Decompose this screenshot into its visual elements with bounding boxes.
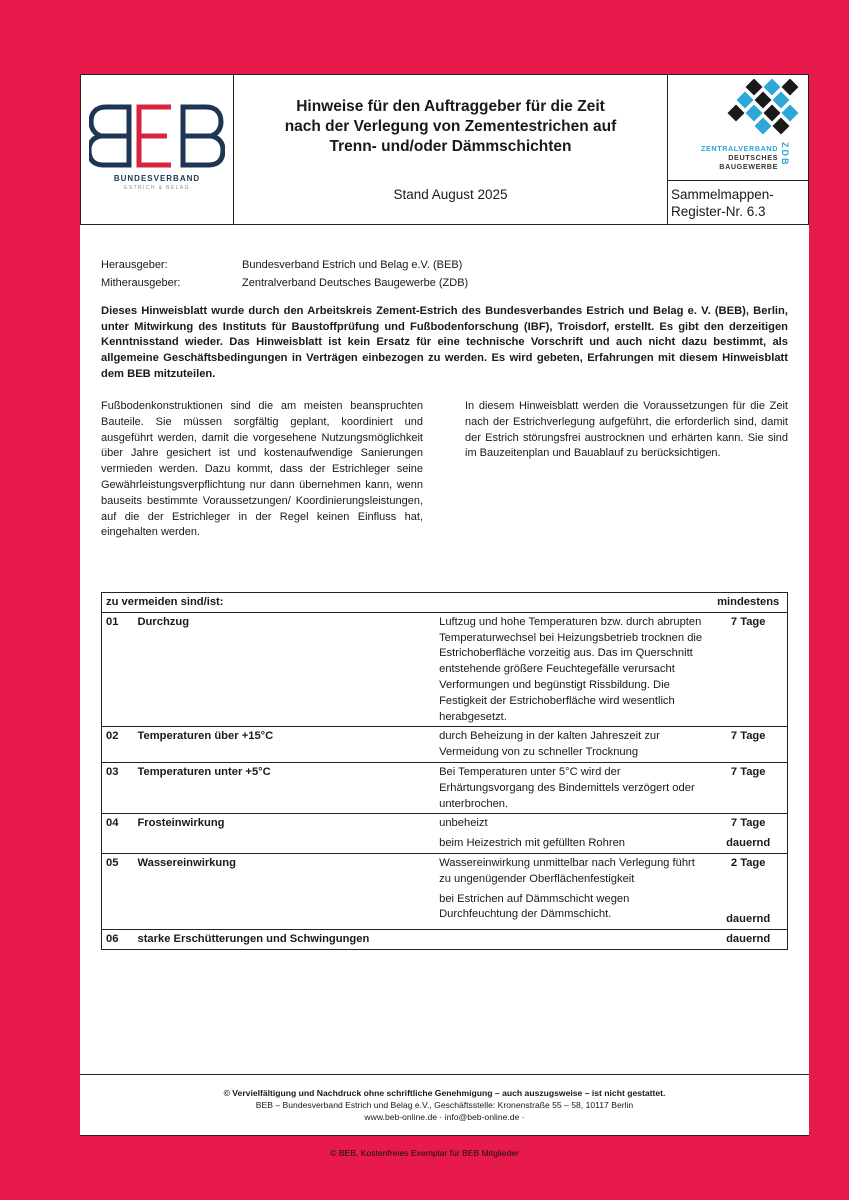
co-publisher-value: Zentralverband Deutsches Baugewerbe (ZDB) [242,277,469,289]
row-duration [709,814,787,854]
co-publisher-label: Mitherausgeber: [101,277,181,289]
register-line: Sammelmappen- [671,187,774,202]
row-number: 02 [102,727,134,763]
row-duration [709,853,787,929]
table-row [102,762,788,813]
document-sheet [80,74,809,1136]
table-row [102,727,788,763]
row-duration: 7 Tage [709,762,787,813]
beb-logo-subtitle: ESTRICH & BELAG [124,185,190,191]
body-left-paragraph: Fußbodenkonstruktionen sind die am meisten beanspruchten Bauteile. Sie müssen sorgfältig geplant, koordiniert und ausgeführt werden, damit die vorgesehene Nutzungsmöglichkeit über Jahre gesichert ist und kostenaufwendige Sanierungen vermieden werden. Dazu kommt, dass der Estrichleger seine Gewährleistungsverpflichtung nur dann übernehmen kann, wenn bauseits bestimmte Voraussetzungen/ Koordinierungsleistungen, auf die der Estrichleger in der Regel keinen Einfluss hat, eingehalten werden. [101,400,423,539]
member-copy-note: © BEB, Kostenfreies Exemplar für BEB Mitglieder [330,1148,519,1158]
row-number: 05 [102,853,134,929]
row-description-part: Wassereinwirkung unmittelbar nach Verlegung führt zu ungenügender Oberflächenfestigkeit [439,856,695,885]
row-number: 06 [102,929,134,949]
avoid-table [101,592,788,950]
register-line: Register-Nr. 6.3 [671,204,766,219]
row-duration-part: dauernd [726,837,771,850]
row-duration: 7 Tage [709,727,787,763]
title-line: Trenn- und/oder Dämmschichten [329,138,572,155]
zdb-cell [668,75,808,224]
table-header-right: mindestens [709,593,787,613]
table-header-row [102,593,788,613]
beb-logo-name: BUNDESVERBAND [113,174,201,183]
row-duration: 7 Tage [709,612,787,727]
row-description: Luftzug und hohe Temperaturen bzw. durch abrupten Temperaturwechsel bei Heizungsbetrieb trocknen die Estrichoberfläche vorzeitig aus. Das im Querschnitt entstehende größere Feuchtegefälle verursacht Verformungen und begünstigt Rissbildung. Die Festigkeit der Estrichoberfläche wird wesentlich herabgesetzt. [435,612,709,727]
row-name: Durchzug [133,612,435,727]
beb-logo-cell [81,75,234,224]
row-name: Temperaturen unter +5°C [133,762,435,813]
zdb-name [673,144,778,171]
zdb-abbreviation: ZDB [780,142,790,167]
beb-logo-graphic [89,103,225,169]
publisher-label: Herausgeber: [101,259,168,271]
document-title [240,97,661,157]
row-description-part: unbeheizt [439,817,488,830]
row-description-part: bei Estrichen auf Dämmschicht wegen Durchfeuchtung der Dämmschicht. [439,892,630,921]
row-number: 03 [102,762,134,813]
table-row [102,612,788,727]
row-description [435,853,709,929]
row-description-part: beim Heizestrich mit gefüllten Rohren [439,837,626,850]
row-duration-part: dauernd [726,912,771,925]
register-number [668,180,808,224]
header-box [80,74,809,225]
row-name: Wassereinwirkung [133,853,435,929]
footer [80,1074,809,1136]
row-number: 04 [102,814,134,854]
intro-paragraph: Dieses Hinweisblatt wurde durch den Arbeitskreis Zement-Estrich des Bundesverbandes Estrich und Belag e. V. (BEB), Berlin, unter Mitwirkung des Instituts für Baustoffprüfung und Fußbodenforschung (IBF), Troisdorf, erstellt. Es gibt den derzeitigen Kenntnisstand wieder. Das Hinweisblatt ist kein Ersatz für eine technische Vorschrift und auch nicht dazu bestimmt, als allgemeine Geschäftsbedingungen in Verträgen einbezogen zu werden. Es wird gebeten, Erfahrungen mit diesem Hinweisblatt dem BEB mitzuteilen. [101,305,788,380]
row-duration-part: 2 Tage [730,856,766,869]
body-right-paragraph: In diesem Hinweisblatt werden die Voraussetzungen für die Zeit nach der Estrichverlegung aufgeführt, die erforderlich sind, damit der Estrich störungsfrei austrocknen und erhärten kann. Sie sind im Bauzeitenplan und Bauablauf zu berücksichtigen. [465,400,788,460]
row-number: 01 [102,612,134,727]
row-description: durch Beheizung in der kalten Jahreszeit zur Vermeidung von zu schneller Trocknung [435,727,709,763]
title-line: nach der Verlegung von Zementestrichen auf [284,118,617,135]
zdb-name-line: ZENTRALVERBAND [701,144,778,153]
row-name: Frosteinwirkung [133,814,435,854]
row-duration-part: 7 Tage [730,817,766,830]
footer-contact: www.beb-online.de · info@beb-online.de · [364,1112,525,1122]
row-description [435,814,709,854]
table-header-left: zu vermeiden sind/ist: [102,593,710,613]
zdb-name-line: DEUTSCHES [728,153,778,162]
row-duration: dauernd [709,929,787,949]
title-line: Hinweise für den Auftraggeber für die Zeit [296,98,605,115]
zdb-cubes-logo [726,79,802,141]
table-row [102,853,788,929]
table-row [102,929,788,949]
footer-address: BEB – Bundesverband Estrich und Belag e.V., Geschäftsstelle: Kronenstraße 55 – 58, 10117 Berlin [255,1100,634,1110]
table-row [102,814,788,854]
row-name: Temperaturen über +15°C [133,727,435,763]
row-name: starke Erschütterungen und Schwingungen [133,929,709,949]
footer-copyright: © Vervielfältigung und Nachdruck ohne schriftliche Genehmigung – auch auszugsweise – ist nicht gestattet. [223,1088,666,1098]
publisher-value: Bundesverband Estrich und Belag e.V. (BEB) [242,259,463,271]
document-date: Stand August 2025 [393,187,508,202]
title-cell [234,75,668,224]
row-description: Bei Temperaturen unter 5°C wird der Erhärtungsvorgang des Bindemittels verzögert oder unterbrochen. [435,762,709,813]
zdb-name-line: BAUGEWERBE [719,162,778,171]
